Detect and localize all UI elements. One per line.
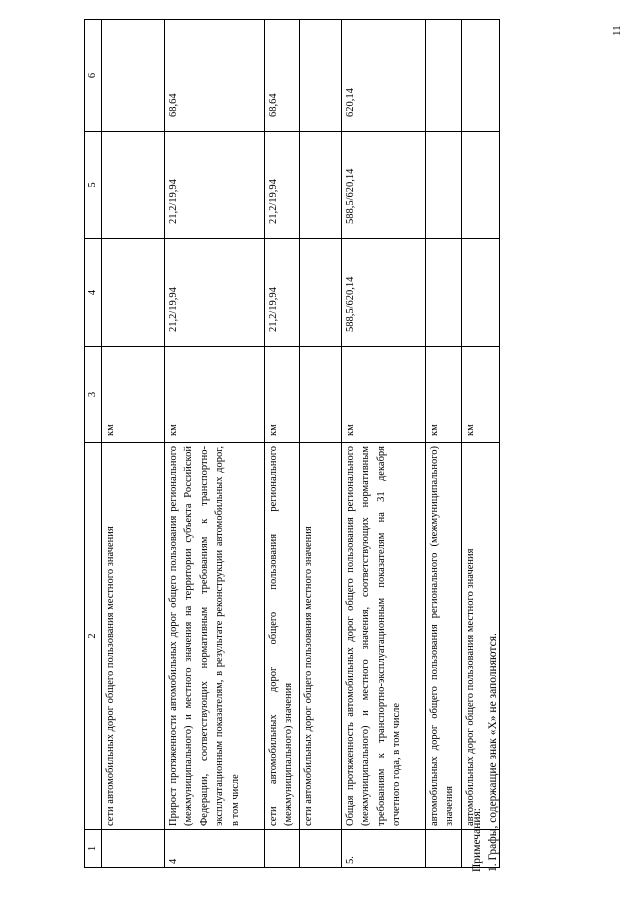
row-col4-value — [461, 239, 499, 347]
table-header-row — [85, 20, 102, 868]
header-cell-6: 6 — [85, 20, 102, 132]
header-cell-5: 5 — [85, 132, 102, 239]
table-row — [101, 20, 164, 868]
page-number: 11 — [611, 25, 623, 36]
row-col6-value — [101, 20, 164, 132]
row-col4-value — [101, 239, 164, 347]
row-col4-value: 21,2/19,94 — [264, 239, 299, 347]
row-description: сети автомобильных дорог общего пользования местного значения — [101, 443, 164, 830]
row-col5-value: 588,5/620,14 — [341, 132, 425, 239]
row-col4-value — [299, 239, 341, 347]
header-cell-3: 3 — [85, 347, 102, 443]
table-row — [425, 20, 461, 868]
table-row — [164, 20, 264, 868]
road-length-table — [84, 19, 500, 868]
row-description: автомобильных дорог общего пользования регионального (межмуниципального) значения — [425, 443, 461, 830]
row-col5-value — [299, 132, 341, 239]
row-col6-value: 68,64 — [264, 20, 299, 132]
row-number — [264, 830, 299, 868]
row-description: сети автомобильных дорог общего пользования местного значения — [299, 443, 341, 830]
header-cell-4: 4 — [85, 239, 102, 347]
row-unit: км — [101, 347, 164, 443]
notes-item-1: 1. Графы, содержащие знак «Х» не заполняются. — [487, 633, 499, 872]
row-col6-value: 68,64 — [164, 20, 264, 132]
row-number — [101, 830, 164, 868]
notes-title: Примечания: — [471, 808, 483, 872]
row-number: 4 — [164, 830, 264, 868]
row-unit: км — [425, 347, 461, 443]
row-description: автомобильных дорог общего пользования местного значения — [461, 443, 499, 830]
row-col5-value — [101, 132, 164, 239]
row-unit: км — [461, 347, 499, 443]
row-unit: км — [341, 347, 425, 443]
table-row — [299, 20, 341, 868]
row-col5-value: 21,2/19,94 — [264, 132, 299, 239]
row-col4-value — [425, 239, 461, 347]
header-cell-1: 1 — [85, 830, 102, 868]
row-number — [425, 830, 461, 868]
row-col4-value: 21,2/19,94 — [164, 239, 264, 347]
row-col5-value: 21,2/19,94 — [164, 132, 264, 239]
row-unit: км — [264, 347, 299, 443]
row-col5-value — [461, 132, 499, 239]
row-description: Прирост протяженности автомобильных дорог общего пользования регионального (межмуниципального) и местного значения на территории субъекта Российской Федерации, соответствующих нормативным требованиям к транспортно-эксплуатационным показателям, в результате реконструкции автомобильных дорог, в том числе — [164, 443, 264, 830]
row-col6-value — [299, 20, 341, 132]
table-row — [264, 20, 299, 868]
row-unit: км — [164, 347, 264, 443]
row-col6-value — [461, 20, 499, 132]
rotated-table-container — [84, 20, 476, 868]
row-description: сети автомобильных дорог общего пользования регионального (межмуниципального) значения — [264, 443, 299, 830]
row-unit — [299, 347, 341, 443]
row-col5-value — [425, 132, 461, 239]
table-row — [341, 20, 425, 868]
row-number — [299, 830, 341, 868]
row-col6-value — [425, 20, 461, 132]
row-number: 5. — [341, 830, 425, 868]
row-col6-value: 620,14 — [341, 20, 425, 132]
header-cell-2: 2 — [85, 443, 102, 830]
row-col4-value: 588,5/620,14 — [341, 239, 425, 347]
row-description: Общая протяженность автомобильных дорог общего пользования регионального (межмуниципального) и местного значения, соответствующих нормативным требованиям к транспортно-эксплуатационным показателям на 31 декабря отчетного года, в том числе — [341, 443, 425, 830]
